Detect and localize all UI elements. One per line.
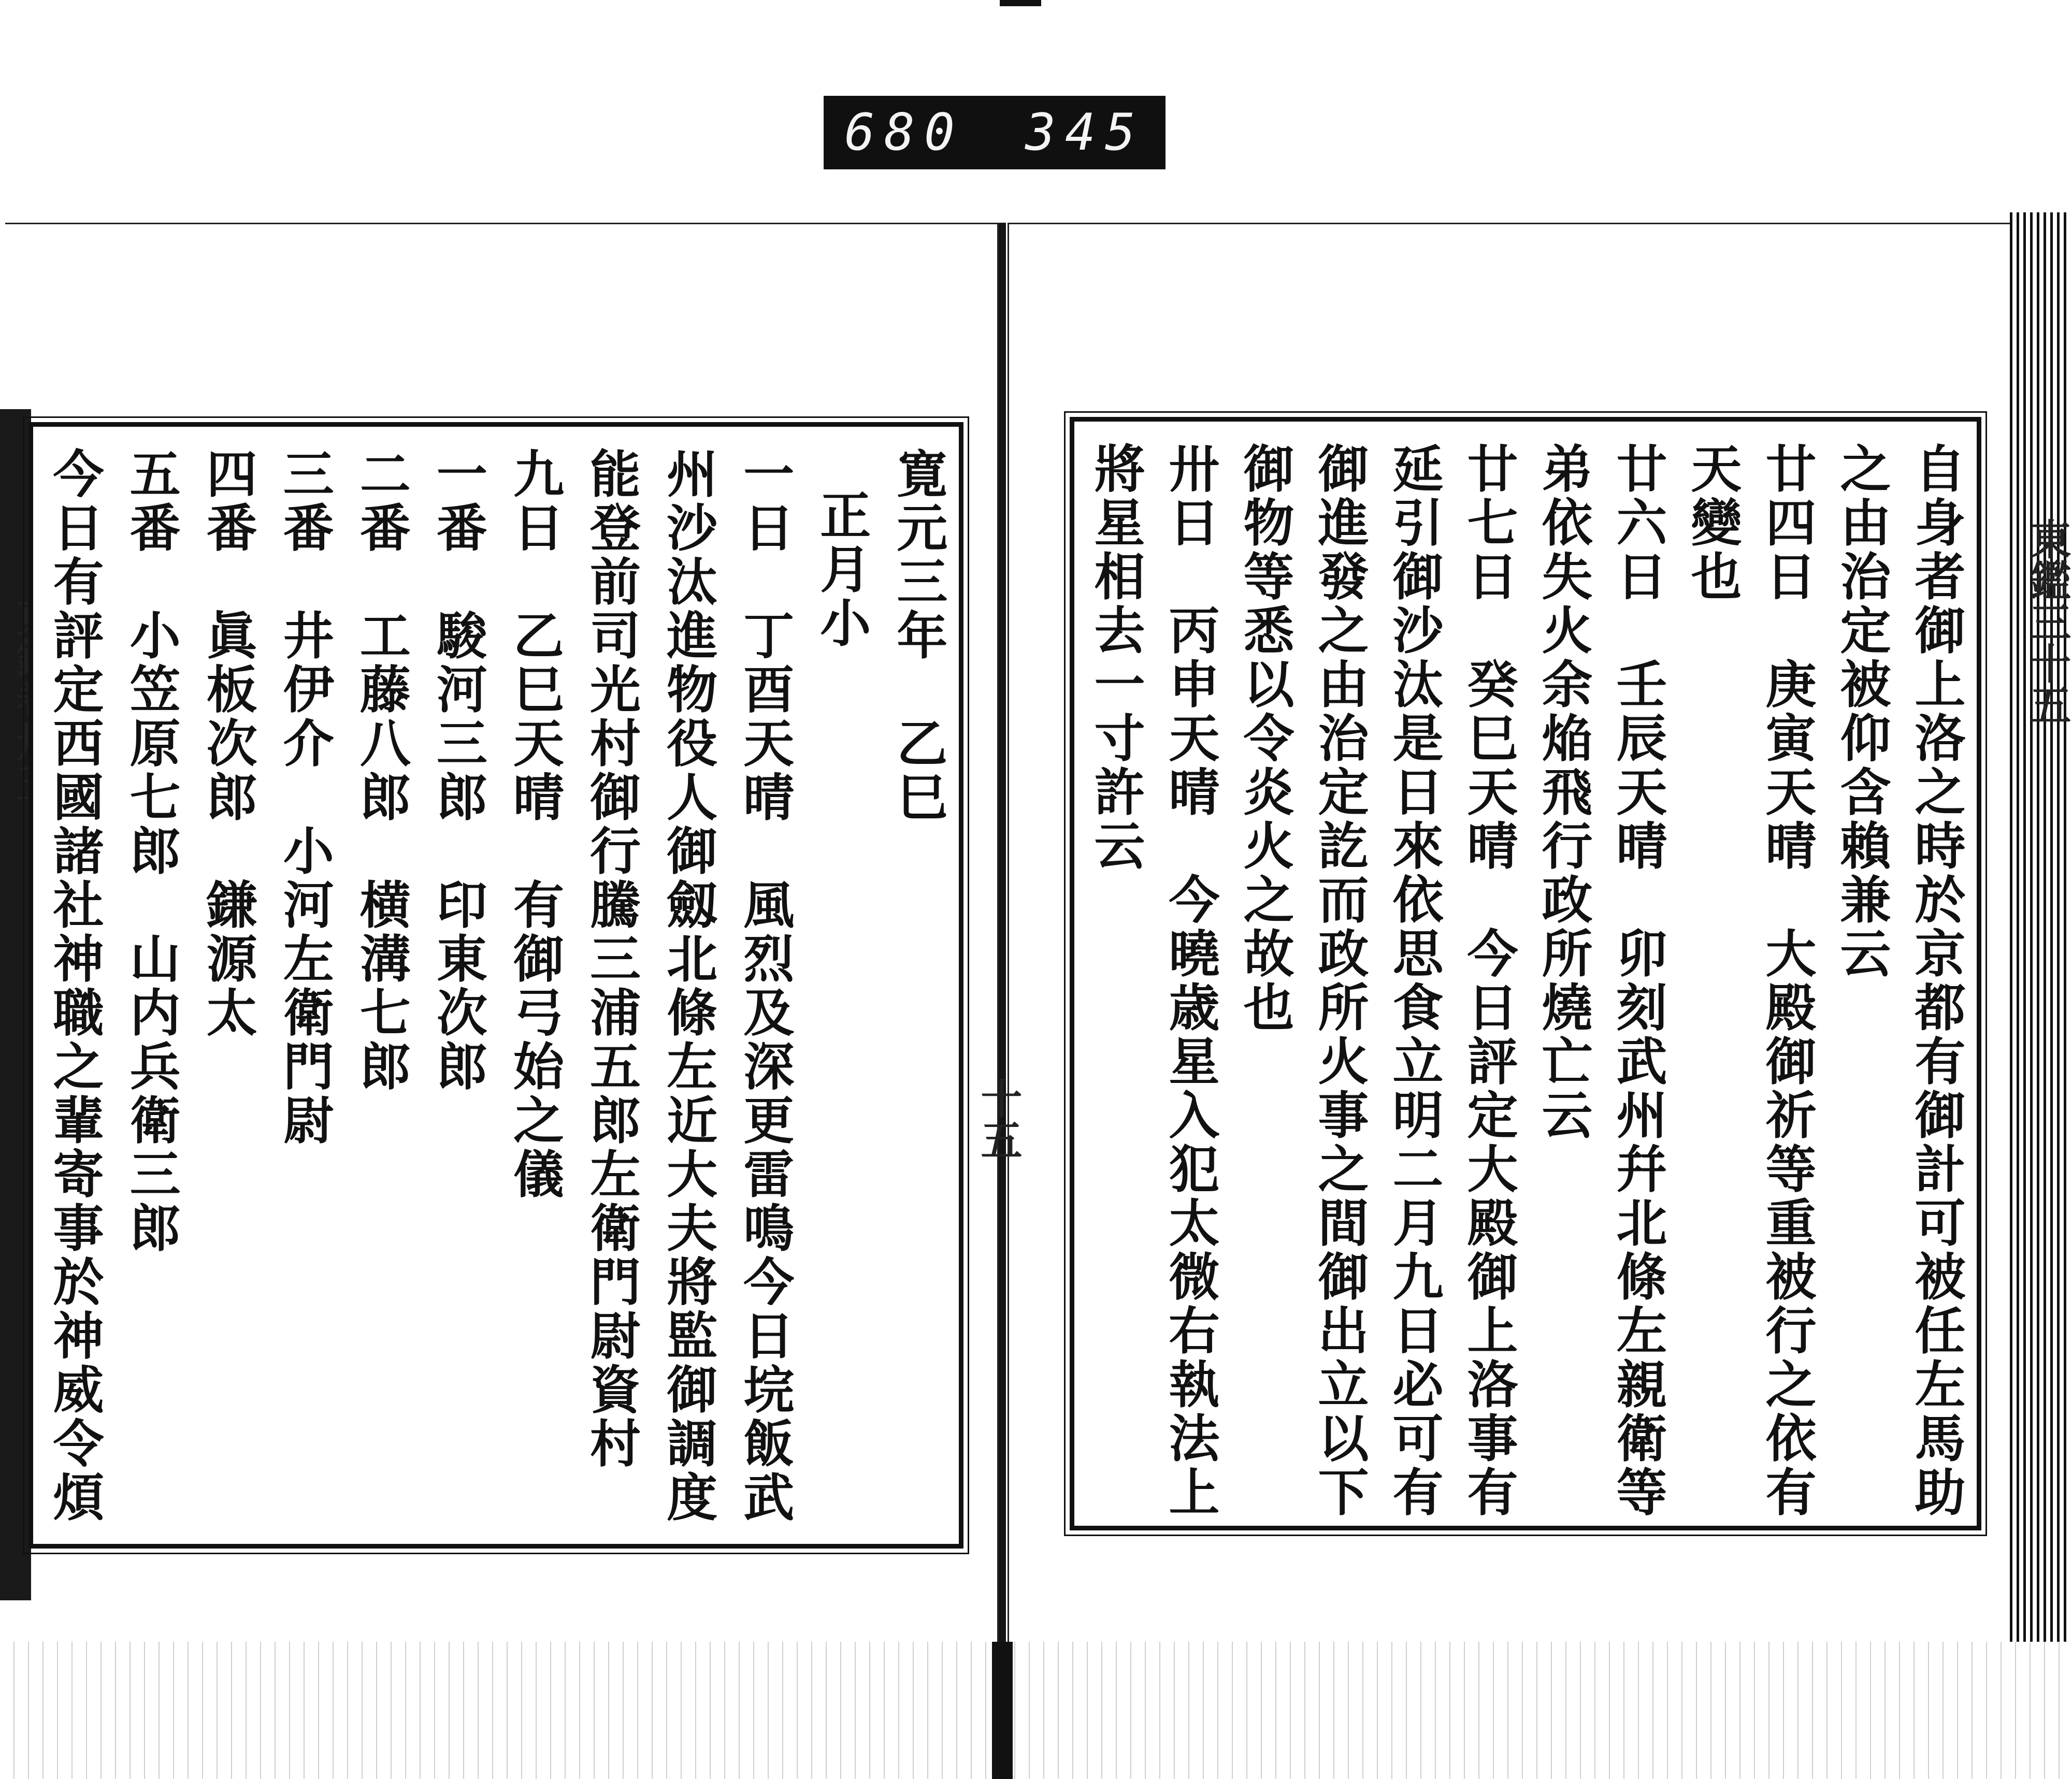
right-col-11: 卅日 丙申天晴 今曉歳星入犯太微右執法上 xyxy=(1160,442,1220,1520)
film-edge-mark xyxy=(1000,0,1041,6)
right-margin-title: 東鑑三十五 xyxy=(2023,518,2071,725)
left-col-2: 正月小 xyxy=(811,489,871,650)
film-frame-number: 345 xyxy=(1025,103,1145,162)
left-col-4: 州沙汰進物役人御劔北條左近大夫將監御調度 xyxy=(658,447,718,1525)
bottom-gutter xyxy=(992,1642,1013,1779)
left-col-9: 三番 井伊介 小河左衛門尉 xyxy=(275,447,335,1148)
left-col-5: 能登前司光村御行騰三浦五郎左衛門尉資村 xyxy=(581,447,641,1471)
right-col-6: 弟依失火余焔飛行政所燒亡云 xyxy=(1533,442,1593,1142)
left-margin-page-number: 十五 xyxy=(974,1077,1023,1160)
right-col-12: 將星相去一寸許云 xyxy=(1086,442,1145,873)
left-col-3: 一日 丁酉天晴 風烈及深更雷鳴今日垸飯武 xyxy=(735,447,795,1525)
page-stack-edge xyxy=(2010,212,2067,1662)
right-col-2: 之由治定被仰含賴兼云 xyxy=(1832,442,1891,981)
right-text-columns xyxy=(1086,442,1966,1520)
left-text-frame xyxy=(28,422,963,1549)
film-frame-label xyxy=(824,96,1166,169)
right-col-9: 御進發之由治定訖而政所火事之間御出立以下 xyxy=(1310,442,1369,1520)
left-col-6: 九日 乙巳天晴 有御弓始之儀 xyxy=(505,447,565,1202)
right-col-3: 廿四日 庚寅天晴 大殿御祈等重被行之依有 xyxy=(1757,442,1817,1520)
left-col-12: 今日有評定西國諸社神職之輩寄事於神威令煩 xyxy=(45,447,104,1525)
left-col-1: 寛元三年 乙巳 xyxy=(888,447,948,825)
right-col-7: 廿七日 癸巳天晴 今日評定大殿御上洛事有 xyxy=(1459,442,1518,1520)
left-col-7: 一番 駿河三郎 印東次郎 xyxy=(428,447,488,1094)
left-col-10: 四番 眞板次郎 鎌源太 xyxy=(198,447,258,1040)
right-col-1: 自身者御上洛之時於京都有御計可被任左馬助 xyxy=(1906,442,1966,1520)
right-col-4: 天變也 xyxy=(1682,442,1742,604)
left-col-8: 二番 工藤八郎 横溝七郎 xyxy=(351,447,411,1094)
right-col-10: 御物等悉以令炎火之故也 xyxy=(1235,442,1294,1035)
film-reel-number: 680 xyxy=(844,103,965,162)
right-col-8: 延引御沙汰是日來依思食立明二月九日必可有 xyxy=(1384,442,1444,1520)
left-col-11: 五番 小笠原七郎 山内兵衛三郎 xyxy=(121,447,181,1255)
right-col-5: 廿六日 壬辰天晴 卯刻武州幷北條左親衛等 xyxy=(1608,442,1667,1520)
left-text-columns xyxy=(45,447,948,1528)
book-spine-edge xyxy=(0,409,31,1600)
right-text-frame xyxy=(1070,417,1981,1530)
book-gutter xyxy=(999,223,1006,1652)
page-stack-bottom xyxy=(0,1642,2072,1779)
